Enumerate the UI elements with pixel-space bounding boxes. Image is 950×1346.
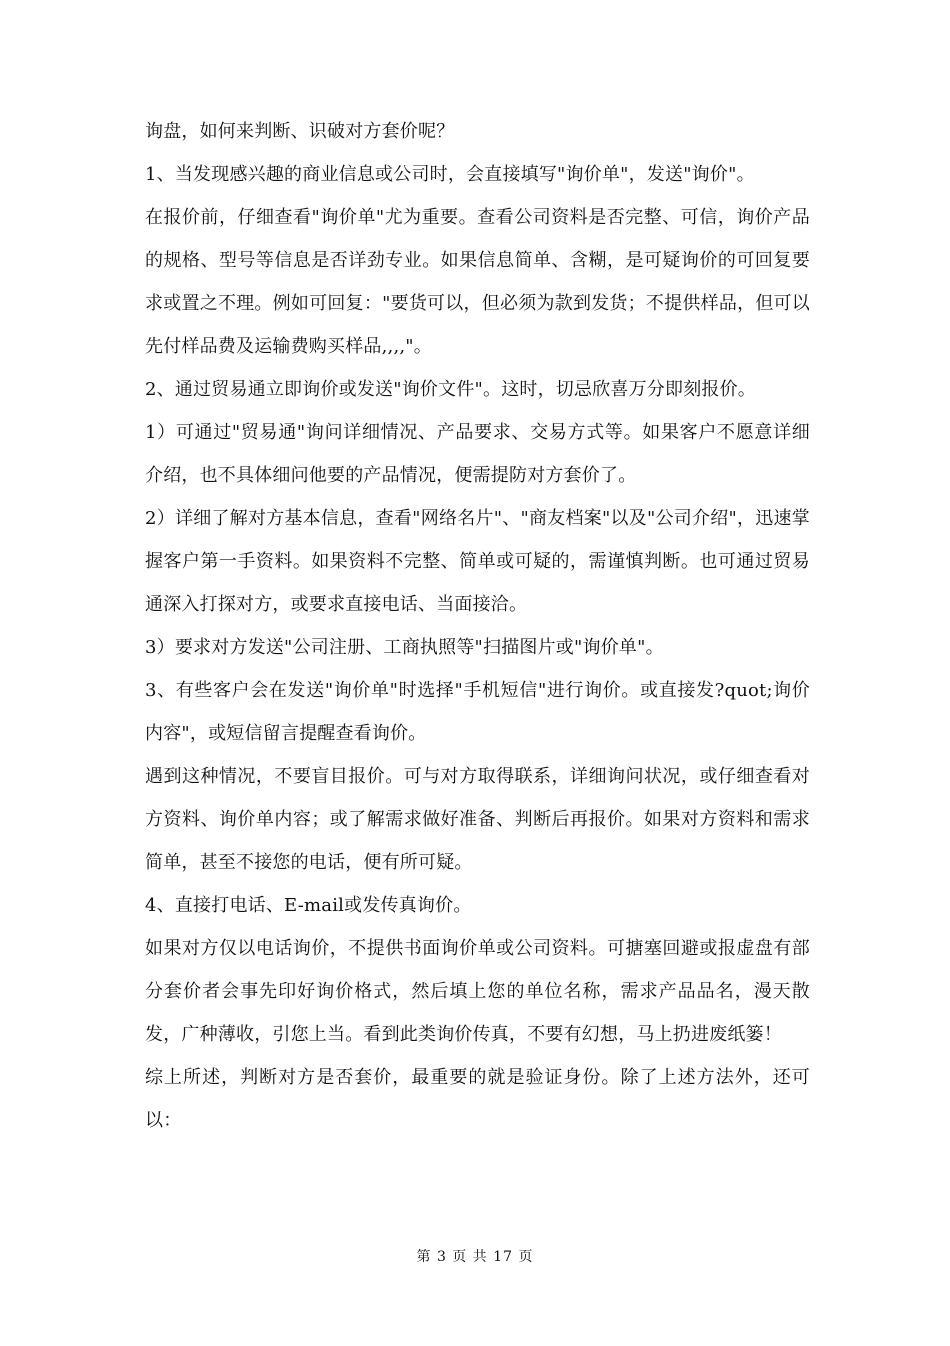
paragraph: 4、直接打电话、E-mail或发传真询价。 <box>145 895 472 916</box>
paragraph: 2、通过贸易通立即询价或发送"询价文件"。这时，切忌欣喜万分即刻报价。 <box>145 379 757 400</box>
page-number-footer: 第 3 页 共 17 页 <box>416 1249 534 1265</box>
paragraph: 1、当发现感兴趣的商业信息或公司时，会直接填写"询价单"，发送"询价"。 <box>145 164 755 185</box>
paragraph: 1）可通过"贸易通"询问详细情况、产品要求、交易方式等。如果客户不愿意详细介绍，也不具体细问他要的产品情况，便需提防对方套价了。 <box>145 422 810 486</box>
paragraph: 2）详细了解对方基本信息，查看"网络名片"、"商友档案"以及"公司介绍"，迅速掌握客户第一手资料。如果资料不完整、简单或可疑的，需谨慎判断。也可通过贸易通深入打探对方，或要求直接电话、当面接洽。 <box>145 508 810 615</box>
paragraph: 3）要求对方发送"公司注册、工商执照等"扫描图片或"询价单"。 <box>145 637 664 658</box>
document-body <box>145 110 810 1142</box>
paragraph: 3、有些客户会在发送"询价单"时选择"手机短信"进行询价。或直接发?quot;询价内容"，或短信留言提醒查看询价。 <box>145 680 810 744</box>
paragraph: 如果对方仅以电话询价，不提供书面询价单或公司资料。可搪塞回避或报虚盘有部分套价者会事先印好询价格式，然后填上您的单位名称，需求产品品名，漫天散发，广种薄收，引您上当。看到此类询价传真，不要有幻想，马上扔进废纸篓！ <box>145 938 810 1045</box>
paragraph: 综上所述，判断对方是否套价，最重要的就是验证身份。除了上述方法外，还可以： <box>145 1067 810 1131</box>
paragraph: 询盘，如何来判断、识破对方套价呢？ <box>145 121 455 142</box>
paragraph: 遇到这种情况，不要盲目报价。可与对方取得联系，详细询问状况，或仔细查看对方资料、询价单内容；或了解需求做好准备、判断后再报价。如果对方资料和需求简单，甚至不接您的电话，便有所可疑。 <box>145 766 810 873</box>
paragraph: 在报价前，仔细查看"询价单"尤为重要。查看公司资料是否完整、可信，询价产品的规格、型号等信息是否详劲专业。如果信息简单、含糊，是可疑询价的可回复要求或置之不理。例如可回复："要货可以，但必须为款到发货；不提供样品，但可以先付样品费及运输费购买样品,,,,"。 <box>145 207 810 357</box>
